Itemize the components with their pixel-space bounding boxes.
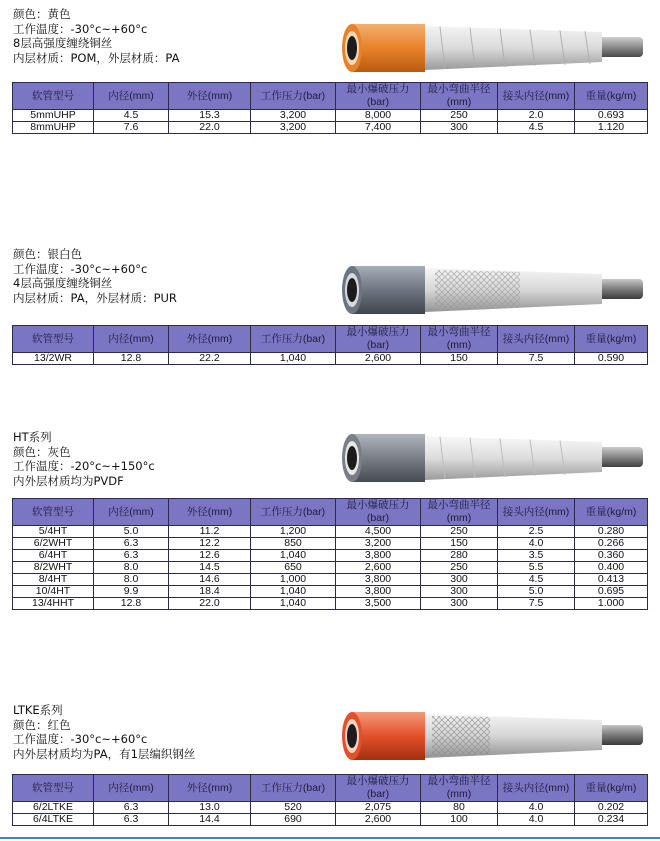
table-cell: 4.0	[498, 538, 575, 550]
col-header: 软管型号	[13, 775, 94, 802]
table-cell: 6/4LTKE	[13, 814, 94, 826]
table-cell: 3,200	[336, 538, 421, 550]
table-cell: 300	[421, 574, 498, 586]
table-cell: 2,600	[336, 353, 421, 365]
table-row	[13, 586, 648, 598]
table-row	[13, 550, 648, 562]
table-cell: 300	[421, 598, 498, 610]
table-cell: 4.0	[498, 802, 575, 814]
table-row	[13, 574, 648, 586]
table-cell: 4.5	[94, 110, 169, 122]
table-cell: 3,800	[336, 574, 421, 586]
col-header: 内径(mm)	[94, 326, 169, 353]
hose-image-yellow	[340, 20, 650, 76]
col-header: 外径(mm)	[169, 499, 251, 526]
col-header: 外径(mm)	[169, 775, 251, 802]
table-cell: 2,075	[336, 802, 421, 814]
table-cell: 22.0	[169, 598, 251, 610]
table-cell: 3,200	[251, 122, 336, 134]
desc-line: 工作温度：-30°c~+60°c	[13, 21, 148, 36]
col-header: 软管型号	[13, 83, 94, 110]
table-cell: 2.0	[498, 110, 575, 122]
table-cell: 6/2WHT	[13, 538, 94, 550]
table-cell: 1,040	[251, 598, 336, 610]
table-cell: 1,200	[251, 526, 336, 538]
table-cell: 1,000	[251, 574, 336, 586]
col-header: 最小弯曲半径(mm)	[421, 775, 498, 802]
table-row	[13, 562, 648, 574]
table-cell: 5/4HT	[13, 526, 94, 538]
table-cell: 0.360	[575, 550, 648, 562]
table-cell: 150	[421, 538, 498, 550]
table-cell: 3,500	[336, 598, 421, 610]
table-cell: 5mmUHP	[13, 110, 94, 122]
table-row	[13, 802, 648, 814]
table-cell: 2,600	[336, 814, 421, 826]
table-cell: 8/2WHT	[13, 562, 94, 574]
table-cell: 6.3	[94, 814, 169, 826]
desc-line: 8层高强度缠绕铜丝	[13, 36, 113, 51]
table-cell: 80	[421, 802, 498, 814]
table-cell: 12.8	[94, 353, 169, 365]
table-cell: 4.0	[498, 814, 575, 826]
table-cell: 14.6	[169, 574, 251, 586]
table-cell: 11.2	[169, 526, 251, 538]
desc-line: 内外层材质均为PVDF	[13, 473, 124, 488]
table-cell: 8.0	[94, 574, 169, 586]
table-row	[13, 110, 648, 122]
table-cell: 0.695	[575, 586, 648, 598]
hose-image-silver	[340, 262, 650, 318]
table-cell: 8,000	[336, 110, 421, 122]
table-header-row	[13, 775, 648, 802]
spec-table	[12, 774, 648, 826]
table-cell: 0.400	[575, 562, 648, 574]
table-cell: 12.6	[169, 550, 251, 562]
table-cell: 18.4	[169, 586, 251, 598]
col-header: 接头内径(mm)	[498, 775, 575, 802]
bottom-divider	[0, 837, 660, 839]
table-cell: 6/2LTKE	[13, 802, 94, 814]
table-cell: 7.5	[498, 598, 575, 610]
col-header: 最小爆破压力(bar)	[336, 83, 421, 110]
hose-image-gray	[340, 430, 650, 486]
desc-line: 颜色：黄色	[13, 7, 71, 21]
section-description	[13, 247, 177, 305]
col-header: 重量(kg/m)	[575, 775, 648, 802]
table-cell: 1.000	[575, 598, 648, 610]
table-cell: 6.3	[94, 538, 169, 550]
col-header: 软管型号	[13, 499, 94, 526]
table-cell: 13.0	[169, 802, 251, 814]
table-cell: 0.590	[575, 353, 648, 365]
table-cell: 0.693	[575, 110, 648, 122]
table-cell: 6.3	[94, 550, 169, 562]
table-cell: 3,800	[336, 550, 421, 562]
table-cell: 13/2WR	[13, 353, 94, 365]
desc-line: 工作温度：-30°c~+60°c	[13, 261, 148, 276]
table-cell: 300	[421, 586, 498, 598]
table-cell: 250	[421, 526, 498, 538]
table-row	[13, 538, 648, 550]
desc-line: 4层高强度缠绕铜丝	[13, 276, 113, 291]
table-cell: 250	[421, 110, 498, 122]
col-header: 最小弯曲半径(mm)	[421, 326, 498, 353]
table-cell: 5.0	[498, 586, 575, 598]
desc-line: 颜色：银白色	[13, 247, 82, 261]
table-header-row	[13, 326, 648, 353]
table-cell: 5.5	[498, 562, 575, 574]
series-title: LTKE系列	[13, 703, 63, 717]
col-header: 工作压力(bar)	[251, 775, 336, 802]
table-row	[13, 122, 648, 134]
col-header: 工作压力(bar)	[251, 499, 336, 526]
table-cell: 6.3	[94, 802, 169, 814]
table-cell: 7,400	[336, 122, 421, 134]
table-cell: 12.2	[169, 538, 251, 550]
table-cell: 22.2	[169, 353, 251, 365]
col-header: 最小弯曲半径(mm)	[421, 499, 498, 526]
col-header: 外径(mm)	[169, 326, 251, 353]
table-cell: 8/4HT	[13, 574, 94, 586]
table-cell: 13/4HHT	[13, 598, 94, 610]
col-header: 重量(kg/m)	[575, 326, 648, 353]
table-cell: 4,500	[336, 526, 421, 538]
table-cell: 0.280	[575, 526, 648, 538]
col-header: 外径(mm)	[169, 83, 251, 110]
col-header: 接头内径(mm)	[498, 499, 575, 526]
series-title: HT系列	[13, 430, 52, 444]
col-header: 最小爆破压力(bar)	[336, 499, 421, 526]
table-cell: 15.3	[169, 110, 251, 122]
spec-table	[12, 82, 648, 134]
table-cell: 3,200	[251, 110, 336, 122]
table-cell: 8.0	[94, 562, 169, 574]
table-cell: 100	[421, 814, 498, 826]
table-cell: 1,040	[251, 586, 336, 598]
table-cell: 12.8	[94, 598, 169, 610]
table-cell: 22.0	[169, 122, 251, 134]
table-cell: 0.413	[575, 574, 648, 586]
table-cell: 7.6	[94, 122, 169, 134]
table-row	[13, 526, 648, 538]
col-header: 最小爆破压力(bar)	[336, 326, 421, 353]
col-header: 内径(mm)	[94, 499, 169, 526]
col-header: 接头内径(mm)	[498, 326, 575, 353]
table-header-row	[13, 83, 648, 110]
col-header: 软管型号	[13, 326, 94, 353]
table-cell: 3,800	[336, 586, 421, 598]
desc-line: 颜色：红色	[13, 717, 71, 732]
table-cell: 690	[251, 814, 336, 826]
table-cell: 650	[251, 562, 336, 574]
table-cell: 9.9	[94, 586, 169, 598]
table-row	[13, 814, 648, 826]
table-cell: 1,040	[251, 550, 336, 562]
col-header: 最小爆破压力(bar)	[336, 775, 421, 802]
section-description	[13, 7, 179, 65]
table-cell: 150	[421, 353, 498, 365]
desc-line: 工作温度：-30°c~+60°c	[13, 732, 148, 747]
spec-table	[12, 325, 648, 365]
table-cell: 3.5	[498, 550, 575, 562]
hose-image-red	[340, 708, 650, 764]
col-header: 最小弯曲半径(mm)	[421, 83, 498, 110]
table-header-row	[13, 499, 648, 526]
table-cell: 10/4HT	[13, 586, 94, 598]
table-cell: 0.234	[575, 814, 648, 826]
col-header: 内径(mm)	[94, 83, 169, 110]
table-cell: 300	[421, 122, 498, 134]
table-cell: 14.5	[169, 562, 251, 574]
table-cell: 7.5	[498, 353, 575, 365]
table-cell: 1,040	[251, 353, 336, 365]
col-header: 工作压力(bar)	[251, 83, 336, 110]
table-row	[13, 598, 648, 610]
col-header: 接头内径(mm)	[498, 83, 575, 110]
table-cell: 520	[251, 802, 336, 814]
table-cell: 2,600	[336, 562, 421, 574]
table-cell: 14.4	[169, 814, 251, 826]
desc-line: 内外层材质均为PA，有1层编织钢丝	[13, 746, 196, 761]
table-cell: 2.5	[498, 526, 575, 538]
table-cell: 4.5	[498, 574, 575, 586]
table-row	[13, 353, 648, 365]
section-description	[13, 703, 195, 761]
table-cell: 0.202	[575, 802, 648, 814]
spec-table	[12, 498, 648, 610]
table-cell: 4.5	[498, 122, 575, 134]
desc-line: 工作温度：-20°c~+150°c	[13, 459, 155, 474]
table-cell: 8mmUHP	[13, 122, 94, 134]
table-cell: 280	[421, 550, 498, 562]
table-cell: 850	[251, 538, 336, 550]
desc-line: 内层材质：PA，外层材质：PUR	[13, 290, 177, 305]
table-cell: 6/4HT	[13, 550, 94, 562]
section-description	[13, 430, 155, 488]
table-cell: 250	[421, 562, 498, 574]
table-cell: 0.266	[575, 538, 648, 550]
col-header: 重量(kg/m)	[575, 499, 648, 526]
col-header: 工作压力(bar)	[251, 326, 336, 353]
col-header: 重量(kg/m)	[575, 83, 648, 110]
table-cell: 5.0	[94, 526, 169, 538]
desc-line: 颜色：灰色	[13, 444, 71, 459]
table-cell: 1.120	[575, 122, 648, 134]
desc-line: 内层材质：POM，外层材质：PA	[13, 50, 180, 65]
col-header: 内径(mm)	[94, 775, 169, 802]
